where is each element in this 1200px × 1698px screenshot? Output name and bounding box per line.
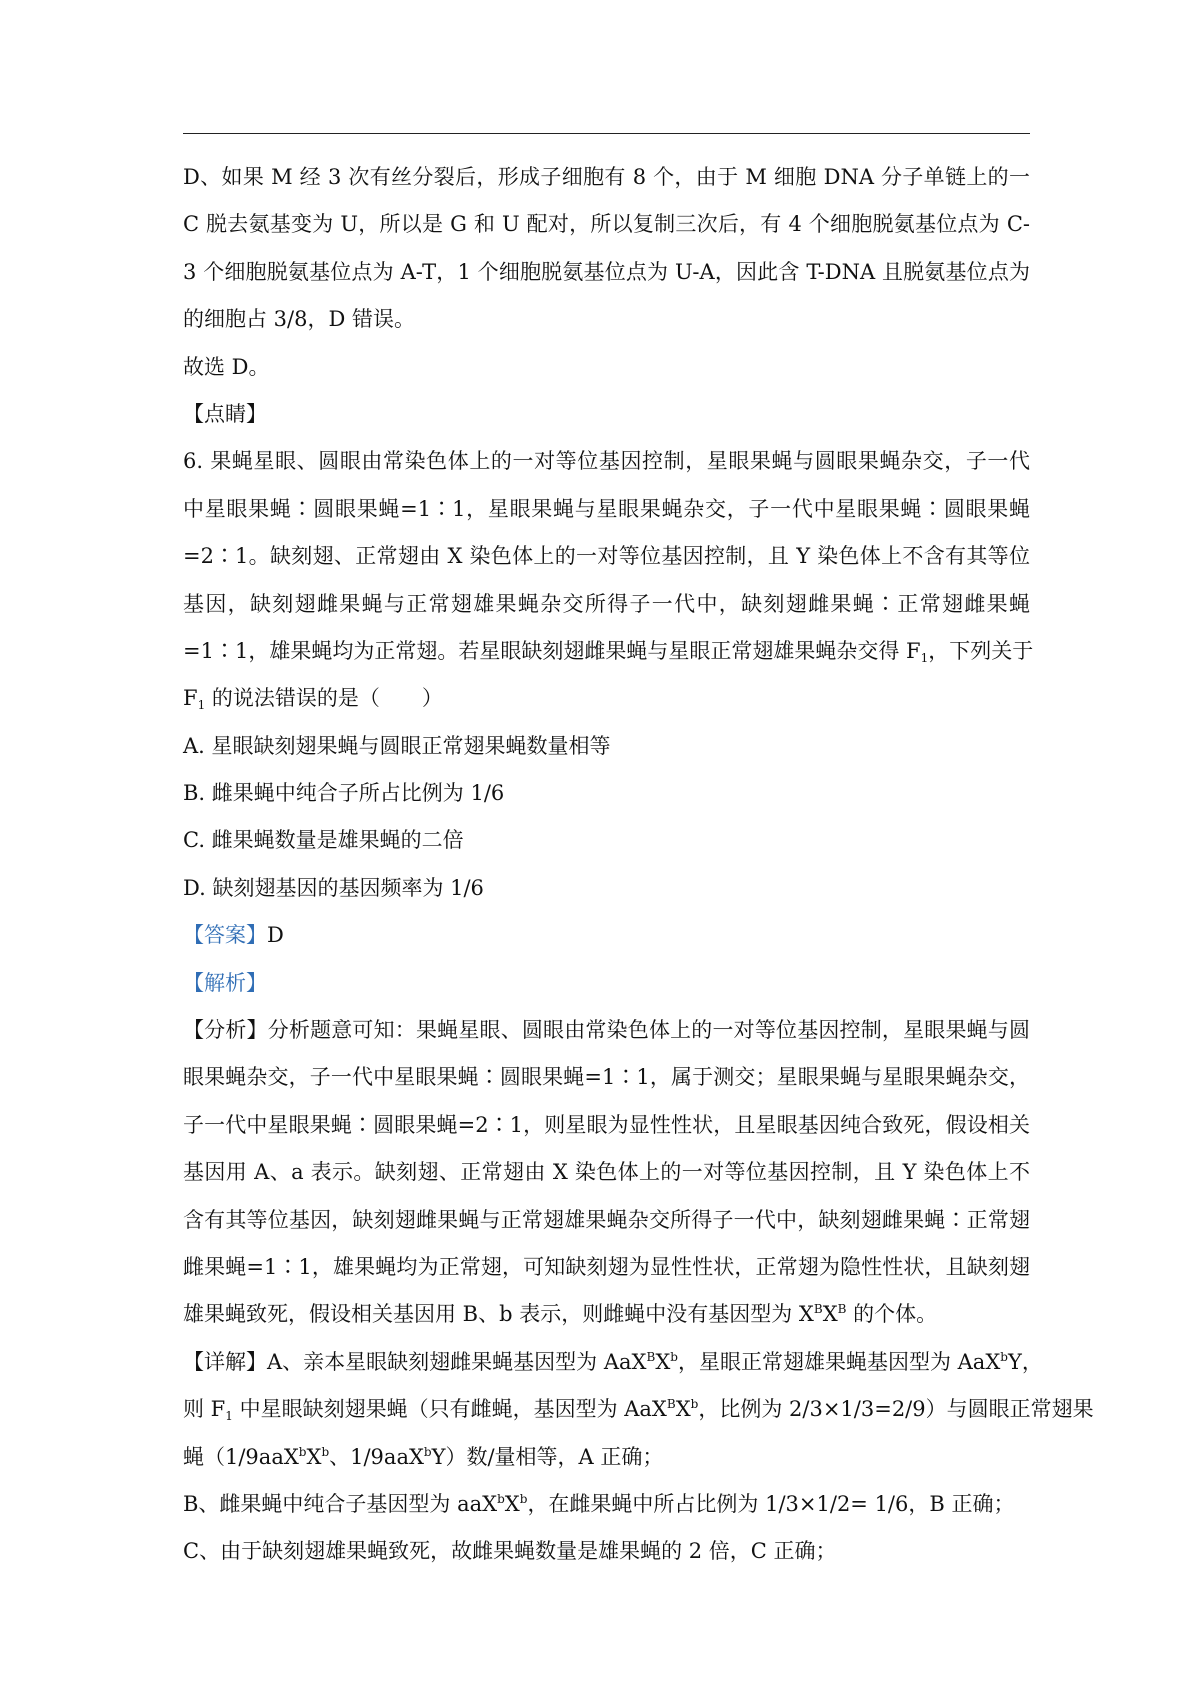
option-c: C. 雌果蝇数量是雄果蝇的二倍 bbox=[183, 828, 464, 853]
detail-line: 【详解】A、亲本星眼缺刻翅雌果蝇基因型为 $AaX^BX^b$，星眼正常翅雄果蝇基因型为 AaX$^b$Y， bbox=[183, 1349, 1043, 1374]
dianjing-tag: 【点睛】 bbox=[183, 401, 267, 426]
conclusion-text: 故选 D。 bbox=[183, 354, 270, 379]
option-d: D. 缺刻翅基因的基因频率为 1/6 bbox=[183, 875, 484, 900]
prev-solution-line: D、如果 M 经 3 次有丝分裂后，形成子细胞有 8 个，由于 M 细胞 DNA 分子单链上的一 bbox=[183, 165, 1030, 189]
detail-line: 则 $F_1$ 中星眼缺刻翅果蝇（只有雌蝇，基因型为 $AaX^BX^b$，比例为 2/3×1/3=2/9）与圆眼正常翅果 bbox=[183, 1397, 1094, 1424]
analysis-line: 子一代中星眼果蝇∶圆眼果蝇=2∶1，则星眼为显性性状，且星眼基因纯合致死，假设相关 bbox=[183, 1112, 1030, 1137]
detail-line: C、由于缺刻翅雄果蝇致死，故雌果蝇数量是雄果蝇的 2 倍，C 正确； bbox=[183, 1539, 837, 1564]
header-rule bbox=[183, 133, 1030, 134]
option-a: A. 星眼缺刻翅果蝇与圆眼正常翅果蝇数量相等 bbox=[183, 733, 611, 758]
analysis-tag: 【解析】 bbox=[183, 970, 267, 995]
question-stem-line: $F_1$ 的说法错误的是（ ） bbox=[183, 686, 443, 713]
analysis-line: 基因用 A、a 表示。缺刻翅、正常翅由 X 染色体上的一对等位基因控制，且 Y 染色体上不 bbox=[183, 1160, 1030, 1185]
xiangjie-tag: 【详解】 bbox=[183, 1349, 267, 1374]
analysis-line: 眼果蝇杂交，子一代中星眼果蝇∶圆眼果蝇=1∶1，属于测交；星眼果蝇与星眼果蝇杂交， bbox=[183, 1065, 1030, 1090]
analysis-line: 雄果蝇致死，假设相关基因用 B、b 表示，则雌蝇中没有基因型为 $X^BX^B$ 的个体。 bbox=[183, 1302, 938, 1327]
question-stem-line: 中星眼果蝇∶圆眼果蝇=1∶1，星眼果蝇与星眼果蝇杂交，子一代中星眼果蝇∶圆眼果蝇 bbox=[183, 496, 1030, 521]
prev-solution-line: 的细胞占 3/8，D 错误。 bbox=[183, 307, 415, 332]
prev-solution-line: C 脱去氨基变为 U，所以是 G 和 U 配对，所以复制三次后，有 4 个细胞脱氨基位点为 C- bbox=[183, 212, 1030, 237]
question-stem-line: =1∶1，雄果蝇均为正常翅。若星眼缺刻翅雌果蝇与星眼正常翅雄果蝇杂交得 $F_1$，下列关于 bbox=[183, 638, 1034, 665]
option-b: B. 雌果蝇中纯合子所占比例为 1/6 bbox=[183, 781, 505, 806]
detail-line: B、雌果蝇中纯合子基因型为 $aaX^bX^b$，在雌果蝇中所占比例为 1/3×1/2= 1/6，B 正确； bbox=[183, 1491, 1015, 1516]
question-number: 6. bbox=[183, 449, 204, 474]
answer-value: D bbox=[267, 923, 284, 948]
question-stem-line: 基因，缺刻翅雌果蝇与正常翅雄果蝇杂交所得子一代中，缺刻翅雌果蝇∶正常翅雌果蝇 bbox=[183, 591, 1030, 616]
detail-line: 蝇（$1/9aaX^bX^b$、1/9aaX$^b$Y）数/量相等，A 正确； bbox=[183, 1444, 664, 1469]
question-stem-line: =2∶1。缺刻翅、正常翅由 X 染色体上的一对等位基因控制，且 Y 染色体上不含有其等位 bbox=[183, 544, 1030, 569]
analysis-line: 【分析】分析题意可知：果蝇星眼、圆眼由常染色体上的一对等位基因控制，星眼果蝇与圆 bbox=[183, 1018, 1030, 1043]
fenxi-tag: 【分析】 bbox=[183, 1018, 268, 1043]
document-body bbox=[183, 154, 1094, 1576]
analysis-line: 雌果蝇=1∶1，雄果蝇均为正常翅，可知缺刻翅为显性性状，正常翅为隐性性状，且缺刻翅 bbox=[183, 1254, 1030, 1279]
answer-tag: 【答案】 bbox=[183, 923, 267, 948]
question-stem-line: 6. 果蝇星眼、圆眼由常染色体上的一对等位基因控制，星眼果蝇与圆眼果蝇杂交，子一代 bbox=[183, 449, 1030, 474]
answer-line bbox=[183, 912, 1030, 959]
prev-solution-line: 3 个细胞脱氨基位点为 A-T，1 个细胞脱氨基位点为 U-A，因此含 T-DNA 且脱氨基位点为 bbox=[183, 259, 1030, 284]
analysis-line: 含有其等位基因，缺刻翅雌果蝇与正常翅雄果蝇杂交所得子一代中，缺刻翅雌果蝇∶正常翅 bbox=[183, 1207, 1030, 1232]
